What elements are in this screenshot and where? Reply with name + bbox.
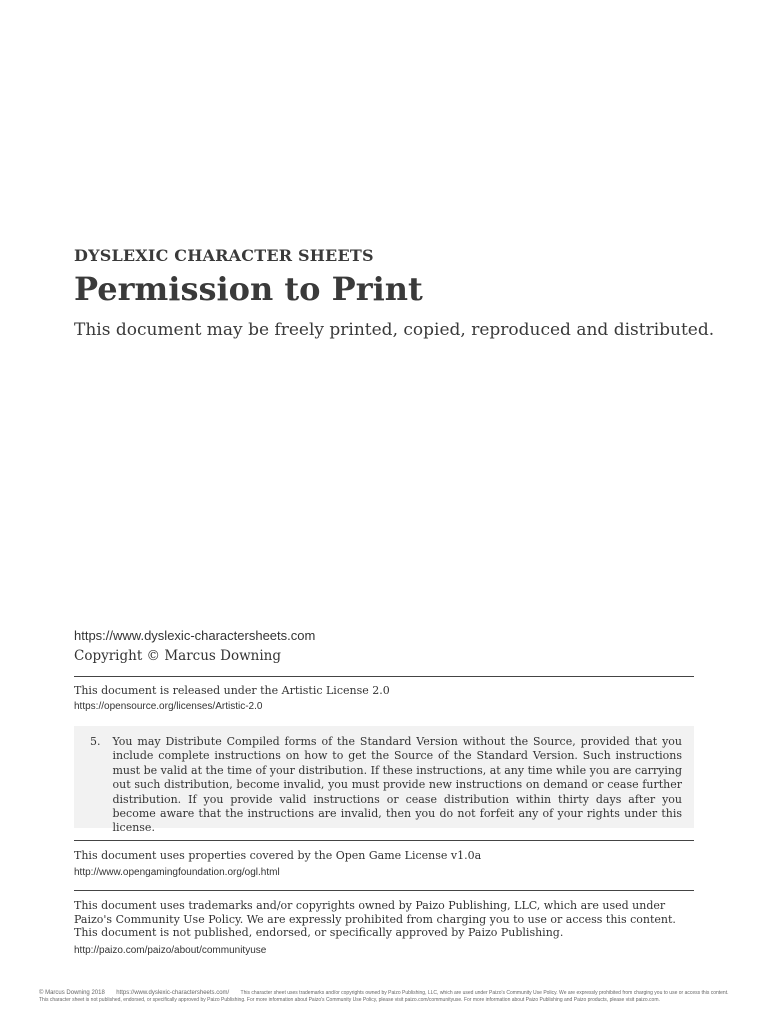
ogl-statement: This document uses properties covered by the Open Game License v1.0a	[74, 849, 482, 862]
doc-kicker: DYSLEXIC CHARACTER SHEETS	[74, 246, 374, 265]
footer-notice: This character sheet uses trademarks and/or copyrights owned by Paizo Publishing, LLC, which are used under Paizo's Community Use Policy. We are expressly prohibited from charging you to use or access this content. This character sheet is not published, endorsed, or specifically approved by Paizo Publishing. For more information about Paizo's Community Use Policy, please visit paizo.com/communityuse. For more information about Paizo Publishing and Paizo products, please visit paizo.com.	[39, 990, 729, 1003]
artistic-license-statement: This document is released under the Artistic License 2.0	[74, 684, 390, 697]
paizo-disclaimer: This document is not published, endorsed, or specifically approved by Paizo Publishing.	[74, 926, 564, 939]
page-title: Permission to Print	[74, 270, 423, 308]
artistic-license-link[interactable]: https://opensource.org/licenses/Artistic-2.0	[74, 701, 263, 712]
paizo-statement: This document uses trademarks and/or copyrights owned by Paizo Publishing, LLC, which are used under Paizo's Community Use Policy. We are expressly prohibited from charging you to use or access this content.	[74, 899, 676, 926]
license-clause-box	[74, 726, 694, 835]
footer-url-link[interactable]: https://www.dyslexic-charactersheets.com/	[116, 990, 230, 996]
clause-number: 5.	[90, 735, 101, 748]
divider	[74, 890, 694, 891]
copyright-notice: Copyright © Marcus Downing	[74, 648, 281, 664]
page-subtitle: This document may be freely printed, copied, reproduced and distributed.	[74, 320, 715, 340]
divider	[74, 676, 694, 677]
footer-copyright: © Marcus Downing 2018	[39, 990, 105, 996]
divider	[74, 840, 694, 841]
ogl-link[interactable]: http://www.opengamingfoundation.org/ogl.html	[74, 867, 280, 878]
clause-text: You may Distribute Compiled forms of the Standard Version without the Source, provided that you include complete instructions on how to get the Source of the Standard Version. Such instructions must be valid at the time of your distribution. If these instructions, at any time while you are carrying out such distribution, become invalid, you must provide new instructions on demand or cease further distribution. If you provide valid instructions or cease distribution within thirty days after you become aware that the instructions are invalid, then you do not forfeit any of your rights under this license.	[112, 735, 682, 835]
page-footer	[39, 990, 729, 1004]
site-url-link[interactable]: https://www.dyslexic-charactersheets.com	[74, 628, 316, 643]
paizo-community-use-link[interactable]: http://paizo.com/paizo/about/communityuse	[74, 945, 267, 956]
